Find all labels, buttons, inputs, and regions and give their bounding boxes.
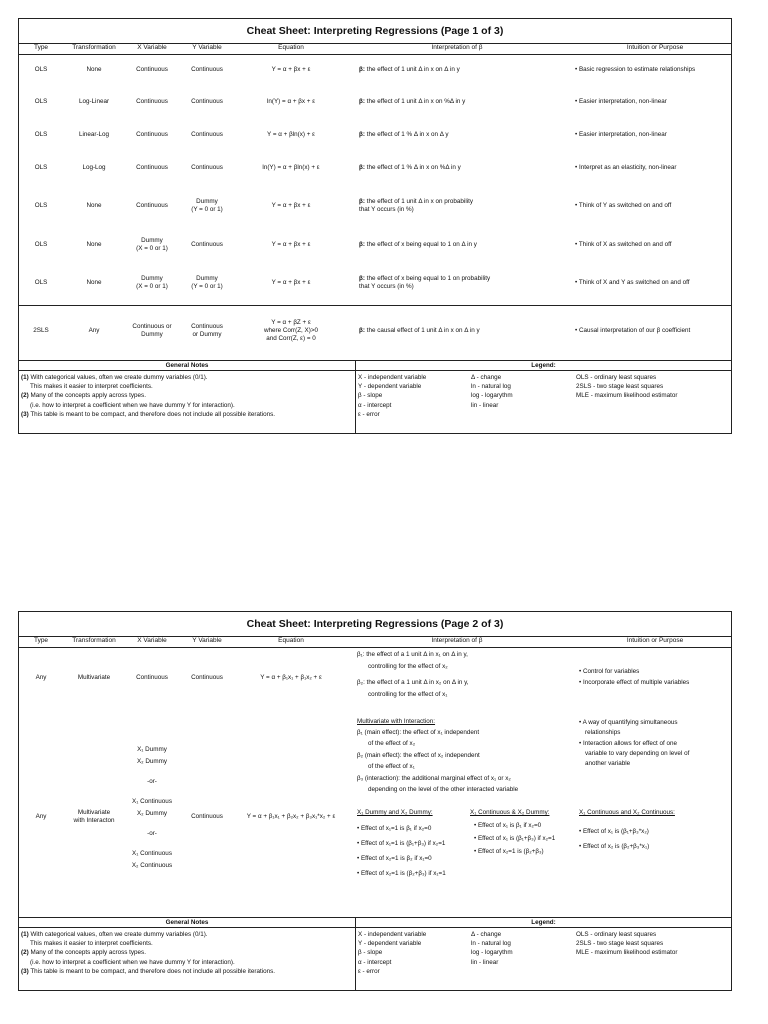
intuition-line: another variable <box>585 760 631 767</box>
interpretation-line: β₃ (interaction): the additional marginal effect of x₁ or x₂ <box>357 775 511 782</box>
dummy-dummy-effect: • Effect of x₁=1 is β₁ if x₂=0 <box>357 825 432 832</box>
note-line: (2) Many of the concepts apply across types. <box>21 949 146 957</box>
note-line: (1) With categorical values, often we create dummy variables (0/1). <box>21 931 208 938</box>
legend-item: X - independent variable <box>358 374 427 381</box>
regression-table <box>19 55 731 356</box>
cell-interpretation: β: the effect of 1 % Δ in x on Δ y <box>359 130 449 138</box>
legend-item: ln - natural log <box>471 940 511 948</box>
continuous-dummy-effect: • Effect of x₂=1 is (β₂+β₃) <box>474 848 544 855</box>
table-header <box>19 637 731 648</box>
interpretation-line: Multivariate with Interaction: <box>357 718 436 725</box>
legend-item: X - independent variable <box>358 931 427 938</box>
legend-column <box>576 930 677 958</box>
note-number: (3) <box>21 967 29 975</box>
header-interpretation: Interpretation of β <box>431 44 483 51</box>
note-number: (1) <box>21 374 29 381</box>
beta-symbol: β: <box>359 275 365 282</box>
cell-transformation: None <box>86 240 102 248</box>
cell-intuition: • Think of X as switched on and off <box>575 240 672 248</box>
legend-item: Δ - change <box>471 374 502 381</box>
notes-section-1 <box>19 360 731 433</box>
legend-item: α - intercept <box>358 401 392 409</box>
cell-transformation: Multivariate with Interacton <box>73 809 115 824</box>
beta-symbol: β: <box>359 130 365 138</box>
table-header <box>19 44 731 55</box>
legend-item: lin - linear <box>471 401 499 409</box>
table-row <box>19 151 731 184</box>
cell-intuition: • Think of X and Y as switched on and off <box>575 279 690 286</box>
x-variable-line: X₂ Dummy <box>136 758 168 765</box>
dummy-dummy-effect: • Effect of x₁=1 is (β₁+β₃) if x₂=1 <box>357 840 446 847</box>
legend-item: 2SLS - two stage least squares <box>576 940 664 948</box>
continuous-dummy-effect: • Effect of x₁ is β₁ if x₂=0 <box>474 822 542 829</box>
general-notes <box>21 373 353 419</box>
divider <box>355 928 356 990</box>
legend-column <box>471 930 513 967</box>
general-notes-title: General Notes <box>19 918 356 927</box>
cheat-sheet-page-2 <box>18 611 732 991</box>
legend-column <box>358 373 426 419</box>
cell-x-variable: Continuous <box>136 97 168 105</box>
intuition-line: • A way of quantifying simultaneous <box>579 719 678 726</box>
cell-x-variable: Continuous <box>136 674 168 681</box>
legend-item: ε - error <box>358 967 380 975</box>
interpretation-line: controlling for the effect of x₂ <box>368 663 448 670</box>
legend-item: Δ - change <box>471 931 502 938</box>
interpretation-line: β₂: the effect of a 1 unit Δ in x₂ on Δ in y, <box>357 679 469 686</box>
table-row <box>19 305 731 356</box>
cheat-sheet-page-1 <box>18 18 732 434</box>
table-row <box>19 55 731 85</box>
x-variable-line: -or- <box>147 778 157 785</box>
table-row <box>19 85 731 118</box>
beta-symbol: β: <box>359 163 365 171</box>
note-line: (3) This table is meant to be compact, and therefore does not include all possible iterations. <box>21 410 276 418</box>
legend-item: Y - dependent variable <box>358 940 422 948</box>
cell-transformation: Any <box>88 327 100 334</box>
cell-type: Any <box>35 813 47 820</box>
header-x-variable: X Variable <box>137 44 167 51</box>
cell-transformation: Log-Linear <box>78 97 110 105</box>
cell-transformation: None <box>86 202 102 209</box>
notes-section-2 <box>19 917 731 990</box>
cell-transformation: Linear-Log <box>78 130 110 138</box>
cell-x-variable: Continuous <box>136 66 168 73</box>
cell-type: OLS <box>34 130 48 138</box>
general-notes-title: General Notes <box>19 361 356 370</box>
cell-type: OLS <box>34 240 48 248</box>
x-variable-line: X₂ Continuous <box>131 862 173 869</box>
note-number: (2) <box>21 392 29 400</box>
beta-symbol: β: <box>359 97 365 105</box>
header-transformation: Transformation <box>72 44 116 51</box>
interpretation-line: depending on the level of the other interacted variable <box>368 786 519 793</box>
cell-interpretation: β: the effect of 1 unit Δ in x on %Δ in y <box>359 97 466 105</box>
legend-item: OLS - ordinary least squares <box>576 374 657 381</box>
table-row-interaction <box>19 716 731 911</box>
legend-title: Legend: <box>531 919 556 926</box>
cell-equation: Y = α + βZ + ε where Corr(Z, X)>0 and Corr(Z, ε) = 0 <box>263 319 319 342</box>
legend-item: MLE - maximum likelihood estimator <box>576 392 678 400</box>
notes-header <box>19 361 731 371</box>
cell-equation: Y = α + β₁x₁ + β₁x₂ + ε <box>260 674 322 681</box>
note-number: (1) <box>21 931 29 938</box>
cell-intuition: • Causal interpretation of our β coefficient <box>575 327 691 334</box>
header-equation: Equation <box>278 637 304 644</box>
cell-type: OLS <box>34 279 48 286</box>
cell-x-variable: Continuous or Dummy <box>132 323 172 338</box>
header-interpretation: Interpretation of β <box>431 637 483 644</box>
cell-intuition: • Interpret as an elasticity, non-linear <box>575 163 677 171</box>
interpretation-line: controlling for the effect of x₁ <box>368 691 448 698</box>
note-line: (3) This table is meant to be compact, and therefore does not include all possible iterations. <box>21 967 276 975</box>
table-row-multivariate <box>19 648 731 716</box>
legend-column <box>358 930 426 976</box>
intuition-line: relationships <box>585 729 621 736</box>
legend-item: α - intercept <box>358 958 392 966</box>
beta-symbol: β: <box>359 240 365 248</box>
header-equation: Equation <box>278 44 304 51</box>
interpretation-line: β₂ (main effect): the effect of x₂ independent <box>357 752 480 759</box>
dummy-dummy-effect: • Effect of x₂=1 is (β₂+β₃) if x₁=1 <box>357 870 446 877</box>
cell-x-variable: Continuous <box>136 163 168 171</box>
legend-item: ln - natural log <box>471 383 511 391</box>
table-row <box>19 261 731 305</box>
legend-title: Legend: <box>531 362 556 369</box>
cell-type: OLS <box>34 163 48 171</box>
cell-x-variable: Dummy (X = 0 or 1) <box>136 236 168 252</box>
legend-item: MLE - maximum likelihood estimator <box>576 949 678 957</box>
interpretation-line: β₁ (main effect): the effect of x₁ independent <box>357 729 480 736</box>
cell-interpretation: β: the effect of 1 unit Δ in x on Δ in y <box>359 66 460 73</box>
header-intuition: Intuition or Purpose <box>626 44 684 51</box>
intuition-line: • Control for variables <box>579 668 640 675</box>
legend-item: ε - error <box>358 410 380 418</box>
note-line: (2) Many of the concepts apply across types. <box>21 392 146 400</box>
interpretation-line: of the effect of x₂ <box>368 740 416 747</box>
page-title: Cheat Sheet: Interpreting Regressions (Page 2 of 3) <box>19 612 731 637</box>
continuous-continuous-effect: • Effect of x₂ is (β₂+β₃*x₁) <box>579 843 650 850</box>
header-intuition: Intuition or Purpose <box>626 637 684 644</box>
cell-equation: Y = α + βx + ε <box>271 279 311 286</box>
cell-transformation: Log-Log <box>82 163 106 171</box>
dummy-dummy-title: X₁ Dummy and X₂ Dummy: <box>357 809 433 816</box>
interpretation-line: of the effect of x₁ <box>368 763 415 770</box>
cell-equation: Y = α + βx + ε <box>271 66 311 73</box>
cell-y-variable: Continuous <box>191 97 223 105</box>
cell-interpretation: β: the causal effect of 1 unit Δ in x on Δ in y <box>359 327 480 334</box>
legend-item: β - slope <box>358 949 383 957</box>
continuous-dummy-title: X₁ Continuous & X₂ Dummy: <box>470 809 550 816</box>
x-variable-line: X₁ Continuous <box>132 798 172 805</box>
table-row <box>19 184 731 228</box>
intuition-line: variable to vary depending on level of <box>585 750 690 757</box>
legend-item: Y - dependent variable <box>358 383 422 391</box>
general-notes <box>21 930 353 976</box>
cell-y-variable: Continuous <box>191 813 223 820</box>
page-title: Cheat Sheet: Interpreting Regressions (Page 1 of 3) <box>19 19 731 44</box>
cell-y-variable: Dummy (Y = 0 or 1) <box>191 198 223 213</box>
notes-body <box>19 928 731 990</box>
header-type: Type <box>33 44 49 51</box>
intuition-line: • Interaction allows for effect of one <box>579 740 677 747</box>
divider <box>355 371 356 433</box>
cell-equation: Y = α + βln(x) + ε <box>267 130 315 138</box>
note-line: (i.e. how to interpret a coefficient when we have dummy Y for interaction). <box>30 401 235 409</box>
cell-equation: Y = α + β₁x₁ + β₂x₂ + β₃x₁*x₂ + ε <box>246 813 336 820</box>
cell-y-variable: Continuous or Dummy <box>191 323 223 338</box>
cell-transformation: None <box>86 66 102 73</box>
cell-equation: Y = α + βx + ε <box>271 240 311 248</box>
regression-table-2 <box>19 648 731 911</box>
legend-item: β - slope <box>358 392 383 400</box>
cell-equation: ln(Y) = α + βln(x) + ε <box>262 163 320 171</box>
header-x-variable: X Variable <box>137 637 167 644</box>
cell-transformation: Multivariate <box>77 674 111 681</box>
table-row <box>19 118 731 151</box>
legend-item: 2SLS - two stage least squares <box>576 383 664 391</box>
interpretation-line: β₁: the effect of a 1 unit Δ in x₁ on Δ in y, <box>357 651 468 658</box>
table-row <box>19 228 731 261</box>
cell-y-variable: Continuous <box>191 163 223 171</box>
header-type: Type <box>33 637 49 644</box>
cell-interpretation: β: the effect of x being equal to 1 on probability that Y occurs (in %) <box>359 275 491 290</box>
legend-item: OLS - ordinary least squares <box>576 931 657 938</box>
beta-symbol: β: <box>359 198 365 205</box>
continuous-continuous-title: X₁ Continuous and X₂ Continuous: <box>579 809 675 816</box>
cell-y-variable: Continuous <box>191 240 223 248</box>
cell-type: Any <box>35 674 47 681</box>
cell-interpretation: β: the effect of 1 % Δ in x on %Δ in y <box>359 163 461 171</box>
x-variable-line: X₁ Dummy <box>137 746 167 753</box>
continuous-continuous-effect: • Effect of x₁ is (β₁+β₃*x₂) <box>579 828 649 835</box>
cell-x-variable: Continuous <box>136 130 168 138</box>
legend-item: log - logarythm <box>471 949 513 957</box>
cell-y-variable: Continuous <box>191 130 223 138</box>
dummy-dummy-effect: • Effect of x₂=1 is β₂ if x₁=0 <box>357 855 432 862</box>
cell-intuition: • Think of Y as switched on and off <box>575 202 672 209</box>
legend-item: log - logarythm <box>471 392 513 400</box>
cell-equation: Y = α + βx + ε <box>271 202 311 209</box>
cell-intuition: • Basic regression to estimate relationships <box>575 66 696 73</box>
note-line: (i.e. how to interpret a coefficient when we have dummy Y for interaction). <box>30 958 235 966</box>
cell-interpretation: β: the effect of 1 unit Δ in x on probability that Y occurs (in %) <box>359 198 474 213</box>
legend-column <box>471 373 513 410</box>
cell-x-variable: Continuous <box>136 202 168 209</box>
beta-symbol: β: <box>359 66 365 73</box>
continuous-dummy-effect: • Effect of x₁ is (β₁+β₃) if x₂=1 <box>474 835 556 842</box>
cell-y-variable: Dummy (Y = 0 or 1) <box>191 275 223 290</box>
note-line: This makes it easier to interpret coefficients. <box>30 383 153 391</box>
cell-intuition: • Easier interpretation, non-linear <box>575 130 667 138</box>
legend-item: lin - linear <box>471 958 499 966</box>
cell-equation: ln(Y) = α + βx + ε <box>266 97 316 105</box>
x-variable-line: -or- <box>147 830 157 837</box>
cell-y-variable: Continuous <box>191 66 223 73</box>
cell-type: OLS <box>34 97 48 105</box>
x-variable-line: X₂ Dummy <box>136 810 168 817</box>
cell-x-variable: Dummy (X = 0 or 1) <box>136 275 168 290</box>
x-variable-line: X₁ Continuous <box>132 850 172 857</box>
cell-type: 2SLS <box>33 327 49 334</box>
legend-column <box>576 373 677 401</box>
note-line: This makes it easier to interpret coefficients. <box>30 940 153 948</box>
cell-transformation: None <box>86 279 102 286</box>
cell-intuition: • Easier interpretation, non-linear <box>575 97 667 105</box>
header-y-variable: Y Variable <box>192 44 222 51</box>
note-number: (3) <box>21 410 29 418</box>
beta-symbol: β: <box>359 327 365 334</box>
cell-type: OLS <box>34 202 48 209</box>
note-line: (1) With categorical values, often we create dummy variables (0/1). <box>21 374 208 381</box>
note-number: (2) <box>21 949 29 957</box>
intuition-line: • Incorporate effect of multiple variables <box>579 679 690 686</box>
cell-y-variable: Continuous <box>191 674 223 681</box>
cell-interpretation: β: the effect of x being equal to 1 on Δ in y <box>359 240 477 248</box>
notes-body <box>19 371 731 433</box>
header-y-variable: Y Variable <box>192 637 222 644</box>
cell-type: OLS <box>34 66 48 73</box>
notes-header <box>19 918 731 928</box>
header-transformation: Transformation <box>72 637 116 644</box>
